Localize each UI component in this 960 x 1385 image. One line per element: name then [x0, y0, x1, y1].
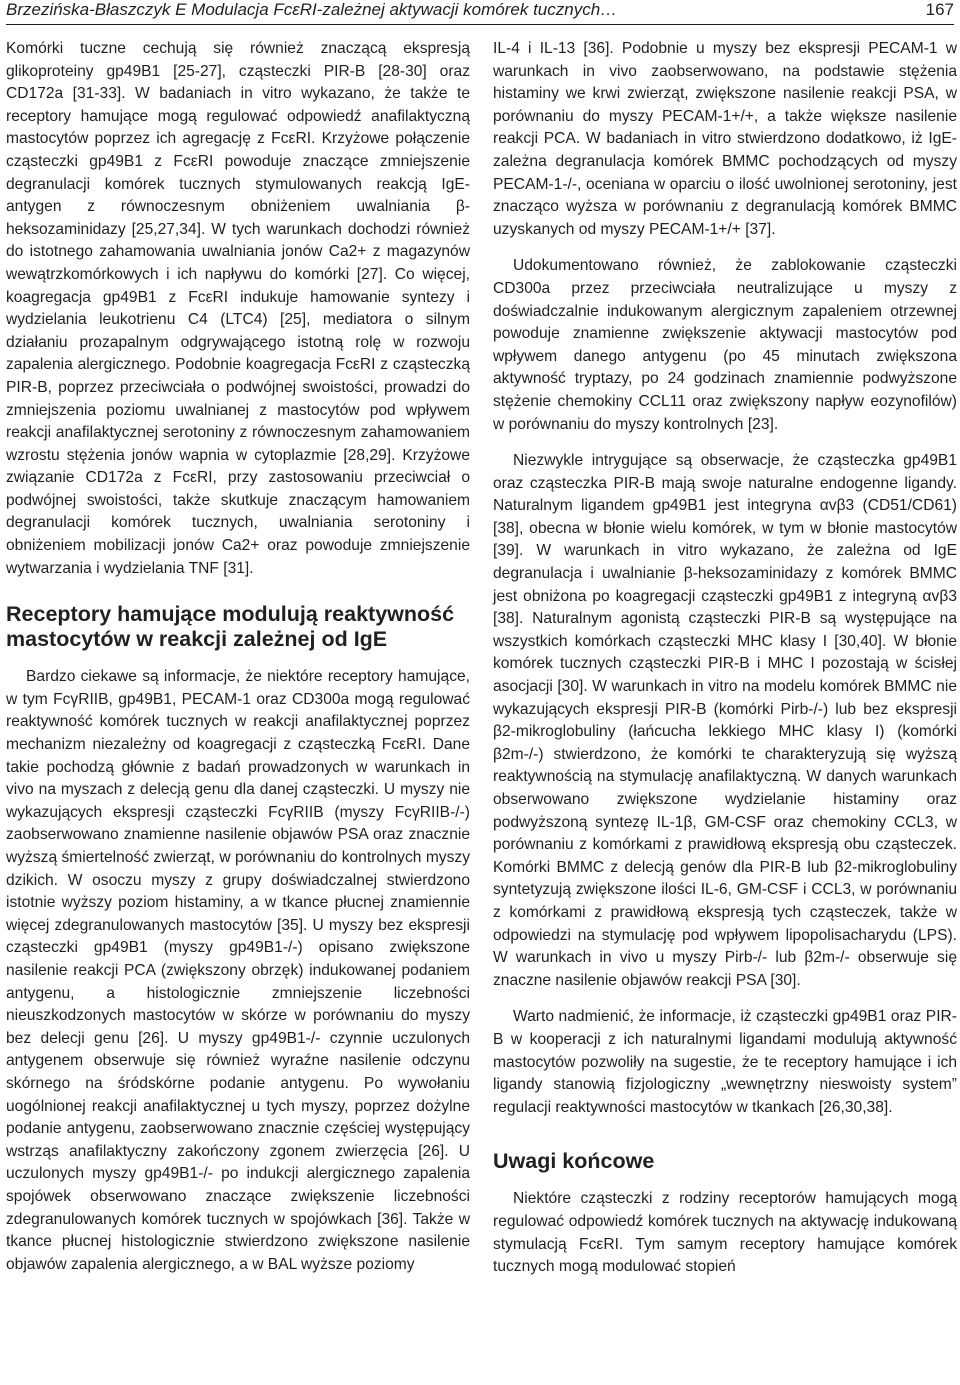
- running-header: [6, 0, 954, 25]
- paragraph: Bardzo ciekawe są informacje, że niektóre receptory hamujące, w tym FcγRIIB, gp49B1, PECAM-1 oraz CD300a mogą regulować reaktywność komórek tucznych w reakcji anafilaktycznej poprzez mechanizm niezależny od koagregacji z cząsteczką FcεRI. Dane takie pochodzą głównie z badań prowadzonych w warunkach in vivo na myszach z delecją genu dla danej cząsteczki. U myszy nie wykazujących ekspresji cząsteczki FcγRIIB (myszy FcγRIIB-/-) zaobserwowano znamienne nasilenie objawów PSA oraz znacznie wyższą śmiertelność zwierząt, w porównaniu do kontrolnych myszy dzikich. W osoczu myszy z grupy doświadczalnej stwierdzono istotnie wyższy poziom histaminy, a w tkance płucnej znamiennie więcej zdegranulowanych mastocytów [35]. U myszy bez ekspresji cząsteczki gp49B1 (myszy gp49B1-/-) opisano zwiększone nasilenie reakcji PCA (zwiększony obrzęk) indukowanej podaniem antygenu, a histologicznie zmniejszenie liczebności nieuszkodzonych mastocytów w skórze w porównaniu do myszy bez delecji genu [26]. U myszy gp49B1-/- czynnie uczulonych antygenem obserwuje się również wyraźne nasilenie odczynu skórnego na śródskórne podanie antygenu. Po wywołaniu uogólnionej reakcji anafilaktycznej u tych myszy, poprzez dożylne podanie antygenu, zaobserwowano znacznie częściej występujący wstrząs anafilaktyczny zakończony zgonem zwierzęcia [26]. U uczulonych myszy gp49B1-/- po indukcji alergicznego zapalenia spojówek obserwowano znaczące zwiększenie liczebności zdegranulowanych komórek tucznych w spojówkach [36]. Także w tkance płucnej histologicznie stwierdzono zwiększone nasilenie objawów zapalenia alergicznego, a w BAL wyższe poziomy: [6, 668, 470, 1273]
- paragraph: Niezwykle intrygujące są obserwacje, że cząsteczka gp49B1 oraz cząsteczka PIR-B mają swoje naturalne endogenne ligandy. Naturalnym ligandem gp49B1 jest integryna αvβ3 (CD51/CD61) [38], obecna w błonie wielu komórek, w tym w błonie mastocytów [39]. W warunkach in vitro wykazano, że zależna od IgE degranulacja i uwalnianie β-heksozaminidazy z komórek BMMC jest obniżona po koagregacji cząsteczki gp49B1 z integryną αvβ3 [38]. Naturalnym agonistą cząsteczki PIR-B są występujące na wszystkich komórkach cząsteczki MHC klasy I [30,40]. W błonie komórek tucznych cząsteczki PIR-B i MHC I pozostają w ścisłej asocjacji [30]. W warunkach in vitro na modelu komórek BMMC nie wykazujących ekspresji PIR-B (komórki Pirb-/-) lub bez ekspresji β2-mikroglobuliny (łańcucha lekkiego MHC klasy I) (komórki β2m-/-) stwierdzono, że komórki te charakteryzują się wyższą reaktywnością na stymulację anafilaktyczną. W danych warunkach obserwowano zwiększone wydzielanie histaminy oraz podwyższoną syntezę IL-1β, GM-CSF oraz chemokiny CCL3, w porównaniu z komórkami z prawidłową ekspresją obu cząsteczek. Komórki BMMC z delecją genów dla PIR-B lub β2-mikroglobuliny syntetyzują zwiększone ilości IL-6, GM-CSF i CCL3, w porównaniu z komórkami z prawidłową ekspresją tych cząsteczek, także w odpowiedzi na stymulację pod wpływem lipopolisacharydu (LPS). W warunkach in vivo u myszy Pirb-/- lub β2m-/- obserwuje się znaczne nasilenie objawów reakcji PSA [30].: [493, 452, 957, 989]
- left-column: [6, 38, 470, 1276]
- right-column: [493, 38, 957, 1279]
- paragraph: Warto nadmienić, że informacje, iż cząsteczki gp49B1 oraz PIR-B w kooperacji z ich naturalnymi ligandami modulują aktywność mastocytów pozwoliły na sugestie, że te receptory hamujące i ich ligandy stanowią fizjologiczny „wewnętrzny nieswoisty system” regulacji reaktywności mastocytów w tkankach [26,30,38].: [493, 1008, 957, 1116]
- paragraph: Niektóre cząsteczki z rodziny receptorów hamujących mogą regulować odpowiedź komórek tucznych na aktywację indukowaną stymulacją FcεRI. Tym samym receptory hamujące komórek tucznych mogą modulować stopień: [493, 1190, 957, 1276]
- paragraph: IL-4 i IL-13 [36]. Podobnie u myszy bez ekspresji PECAM-1 w warunkach in vivo zaobserwowano, na podstawie stężenia histaminy we krwi zwierząt, zwiększone nasilenie reakcji PSA, w porównaniu do myszy PECAM-1+/+, a także większe nasilenie reakcji PCA. W badaniach in vitro stwierdzono dodatkowo, iż IgE-zależna degranulacja komórek BMMC pochodzących od myszy PECAM-1-/-, oceniana w oparciu o ilość uwolnionej serotoniny, jest znacząco wyższa w porównaniu z degranulacją komórek BMMC uzyskanych od myszy PECAM-1+/+ [37].: [493, 40, 957, 238]
- section-heading: Receptory hamujące modulują reaktywność mastocytów w reakcji zależnej od IgE: [6, 602, 455, 652]
- running-title: Brzezińska-Błaszczyk E Modulacja FcεRI-zależnej aktywacji komórek tucznych…: [6, 0, 618, 19]
- paragraph: Udokumentowano również, że zablokowanie cząsteczki CD300a przez przeciwciała neutralizujące u myszy z doświadczalnie indukowanym alergicznym zapaleniem otrzewnej powoduje znamienne zwiększenie aktywacji mastocytów pod wpływem danego antygenu (po 45 minutach zwiększona aktywność tryptazy, po 24 godzinach znamiennie podwyższone stężenie chemokiny CCL11 oraz zwiększony napływ eozynofilów) w porównaniu do myszy kontrolnych [23].: [493, 257, 957, 433]
- paragraph: Komórki tuczne cechują się również znaczącą ekspresją glikoproteiny gp49B1 [25-27], cząsteczki PIR-B [28-30] oraz CD172a [31-33]. W badaniach in vitro wykazano, że także te receptory hamujące mogą regulować odpowiedź anafilaktyczną mastocytów poprzez ich agregację z FcεRI. Krzyżowe połączenie cząsteczki gp49B1 z FcεRI powoduje znaczące zmniejszenie degranulacji komórek tucznych stymulowanych reakcją IgE-antygen z równoczesnym obniżeniem uwalniania β-heksozaminidazy [25,27,34]. W tych warunkach dochodzi również do istotnego zahamowania uwalniania jonów Ca2+ z magazynów wewątrzkomórkowych i ich napływu do komórki [27]. Co więcej, koagregacja gp49B1 z FcεRI indukuje hamowanie syntezy i wydzielania leukotrienu C4 (LTC4) [25], mediatora o silnym działaniu prozapalnym odgrywającego istotną rolę w rozwoju zapalenia alergicznego. Podobnie koagregacja FcεRI z cząsteczką PIR-B, poprzez przeciwciała o podwójnej swoistości, prowadzi do zmniejszenia poziomu uwalnianej z mastocytów pod wpływem reakcji anafilaktycznej serotoniny z równoczesnym zahamowaniem wzrostu stężenia jonów wapnia w cytoplazmie [28,29]. Krzyżowe związanie CD172a z FcεRI, przy zastosowaniu przeciwciał o podwójnej swoistości, także skutkuje znaczącym hamowaniem degranulacji komórek tucznych, uwalniania serotoniny i obniżeniem mobilizacji jonów Ca2+ oraz powoduje zmniejszenie wytwarzania i wydzielania TNF [31].: [6, 40, 470, 577]
- section-heading: Uwagi końcowe: [493, 1149, 655, 1174]
- page-number: 167: [925, 0, 954, 19]
